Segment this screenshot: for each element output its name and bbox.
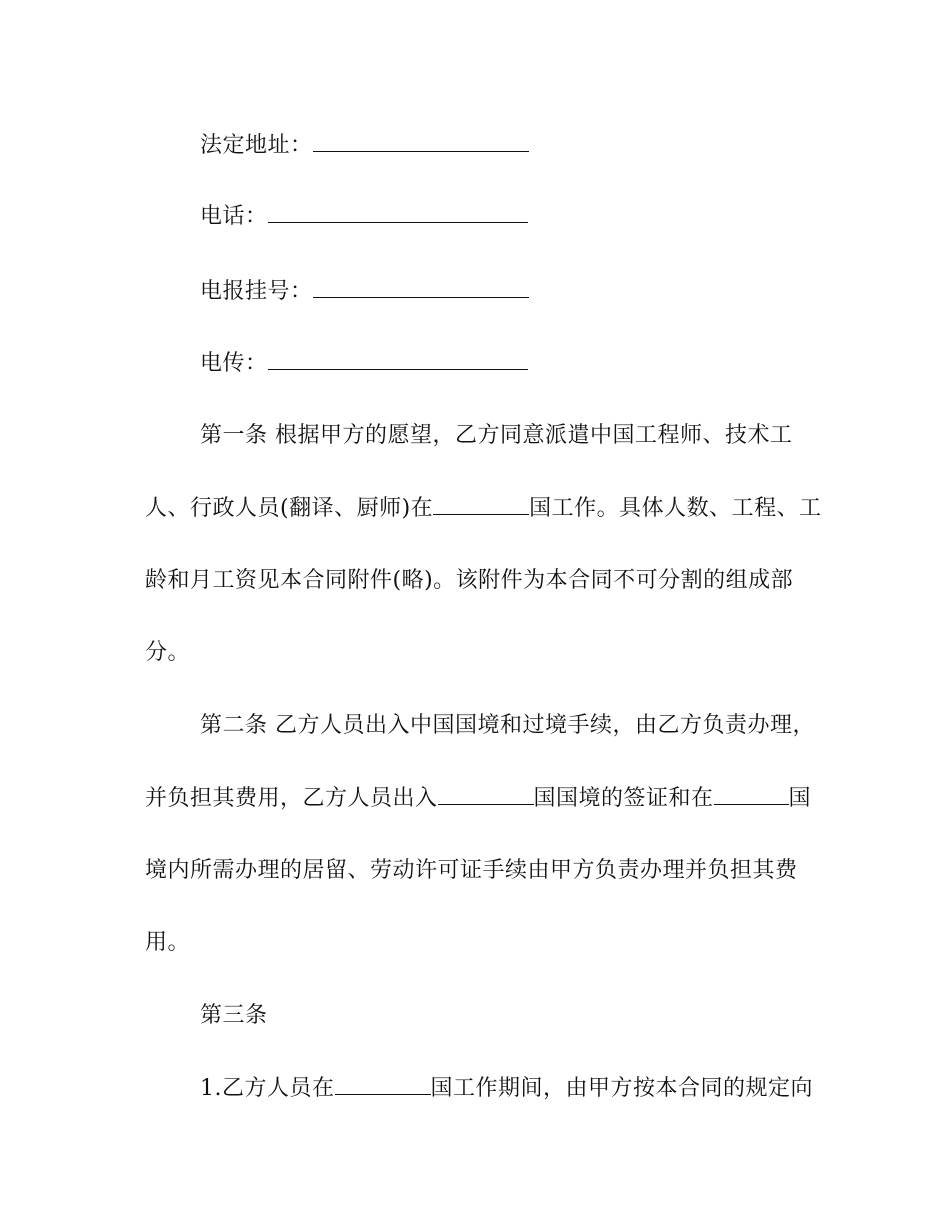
article2-line2-c: 国 [788, 786, 812, 811]
telex-blank[interactable] [268, 343, 528, 370]
cable-blank[interactable] [313, 271, 529, 298]
article3-heading: 第三条 [200, 1003, 268, 1028]
article2-line2 [145, 778, 810, 818]
country-blank-3[interactable] [714, 778, 789, 805]
article2-line2-b: 国国境的签证和在 [533, 786, 714, 811]
article3-item1 [200, 1068, 814, 1108]
cable-line [200, 271, 810, 311]
article1-line2 [145, 488, 822, 528]
address-line [200, 125, 810, 165]
article3-item1-b: 国工作期间，由甲方按本合同的规定向 [430, 1076, 814, 1101]
article1-line4: 分。 [145, 640, 191, 665]
phone-line [200, 196, 810, 236]
article1-line2-b: 国工作。具体人数、工程、工 [529, 496, 822, 521]
article2-line1: 第二条 乙方人员出入中国国境和过境手续，由乙方负责办理， [200, 713, 815, 738]
article1-line3: 龄和月工资见本合同附件(略)。该附件为本合同不可分割的组成部 [145, 568, 794, 593]
article2-line4: 用。 [145, 930, 191, 955]
article1-line2-a: 人、行政人员(翻译、厨师)在 [145, 496, 434, 521]
country-blank-2[interactable] [438, 778, 534, 805]
telex-line [200, 343, 810, 383]
address-label: 法定地址： [200, 133, 313, 158]
article3-item1-a: 1.乙方人员在 [200, 1076, 335, 1101]
country-blank-4[interactable] [335, 1068, 431, 1095]
telex-label: 电传： [200, 351, 268, 376]
country-blank-1[interactable] [433, 488, 529, 515]
article2-line3: 境内所需办理的居留、劳动许可证手续由甲方负责办理并负担其费 [145, 858, 798, 883]
article1-line1: 第一条 根据甲方的愿望，乙方同意派遣中国工程师、技术工 [200, 423, 793, 448]
address-blank[interactable] [313, 125, 529, 152]
article2-line2-a: 并负担其费用，乙方人员出入 [145, 786, 438, 811]
phone-blank[interactable] [268, 196, 528, 223]
phone-label: 电话： [200, 204, 268, 229]
cable-label: 电报挂号： [200, 279, 313, 304]
